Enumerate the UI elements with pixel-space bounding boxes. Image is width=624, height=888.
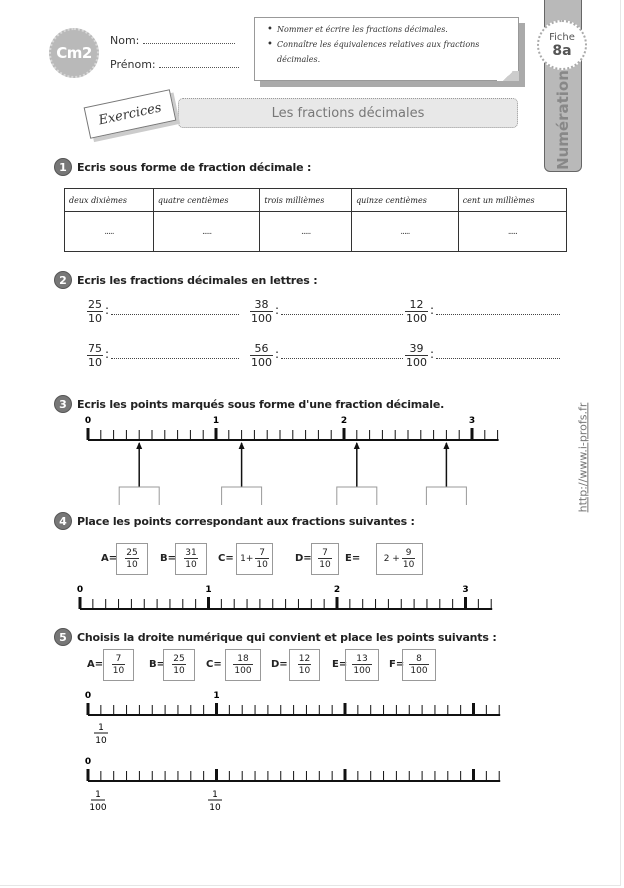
level-text: Cm2 [56, 44, 92, 62]
objectives-card [254, 17, 519, 81]
objective-item: • Nommer et écrire les fractions décimales. [277, 22, 510, 37]
fraction [409, 654, 428, 676]
fraction [405, 343, 428, 369]
answer-box[interactable] [222, 487, 262, 505]
point-label: D= [271, 659, 288, 670]
answer-cell[interactable]: ..... [153, 212, 259, 252]
denominator: 100 [410, 666, 428, 676]
denominator: 10 [319, 560, 331, 570]
exercise3-instruction: Ecris les points marqués sous forme d'une fraction décimale. [77, 398, 445, 411]
exercise5-number-line-hundredths [0, 756, 540, 818]
fraction-box [376, 543, 423, 575]
arrow-head-icon [443, 442, 449, 449]
point-label: C= [206, 659, 222, 670]
tick-fraction [89, 790, 106, 813]
exercise3-number-line [0, 410, 540, 505]
numerator: 9 [405, 548, 412, 558]
point-label: C= [218, 553, 234, 564]
numerator: 7 [322, 548, 328, 558]
colon: : [275, 347, 280, 361]
title-text: Les fractions décimales [271, 105, 425, 121]
point-label: B= [149, 659, 166, 670]
point-label: E= [345, 553, 361, 564]
fraction-box [402, 649, 436, 681]
fraction-box [175, 543, 207, 575]
exercise-number-badge [54, 271, 72, 289]
fraction [172, 654, 185, 676]
numerator: 12 [298, 654, 311, 664]
axis-label: 2 [340, 416, 348, 426]
numerator: 25 [88, 298, 102, 311]
colon: : [430, 303, 435, 317]
arrow-head-icon [354, 442, 360, 449]
fiche-badge [537, 20, 587, 70]
exercise-number: 4 [59, 514, 67, 528]
fraction-to-words-item [405, 299, 560, 325]
table-header-cell: quinze centièmes [352, 189, 459, 212]
fraction [184, 548, 197, 570]
colon: : [430, 347, 435, 361]
exercise1-instruction: Ecris sous forme de fraction décimale : [77, 161, 312, 174]
table-header-cell: trois millièmes [260, 189, 352, 212]
whole-part: 1+ [240, 554, 254, 564]
exercise5-number-line-tenths [0, 688, 540, 748]
level-badge [49, 28, 99, 78]
tick-fraction [208, 790, 222, 813]
exercise2-instruction: Ecris les fractions décimales en lettres : [77, 274, 318, 287]
table-row [65, 212, 567, 252]
exercise-number-badge [54, 158, 72, 176]
subject-label [544, 68, 582, 172]
axis-label: 0 [84, 757, 92, 767]
axis-label: 0 [84, 416, 92, 426]
colon: : [105, 347, 110, 361]
numerator: 13 [356, 654, 368, 664]
fraction-to-words-item [250, 299, 403, 325]
fraction-box [163, 649, 195, 681]
fraction-box [311, 543, 339, 575]
answer-line[interactable] [281, 358, 403, 359]
point-label: A= [87, 659, 104, 670]
worksheet-title [178, 98, 518, 128]
point-label: A= [101, 553, 118, 564]
name-input-line[interactable] [143, 34, 235, 44]
numerator: 56 [254, 342, 269, 355]
exercise5-fractions [0, 649, 540, 683]
fraction [318, 548, 331, 570]
denominator: 100 [251, 312, 272, 325]
name-label: Nom: [110, 34, 140, 47]
denominator: 10 [256, 560, 268, 570]
fraction-to-words-item [87, 299, 239, 325]
exercise5-instruction: Choisis la droite numérique qui convient et place les points suivants : [77, 631, 497, 644]
axis-label: 1 [205, 585, 212, 595]
numerator: 25 [173, 654, 185, 664]
axis-label: 2 [333, 585, 341, 595]
point-label: F= [389, 659, 405, 670]
fraction [405, 299, 428, 325]
point-label: B= [160, 553, 177, 564]
exercise-number: 5 [59, 630, 67, 644]
exercise-number: 2 [59, 273, 67, 287]
fraction-to-words-item [405, 343, 560, 369]
table-header-cell: deux dixièmes [65, 189, 154, 212]
denominator: 100 [353, 666, 371, 676]
colon: : [275, 303, 280, 317]
website-link[interactable] [568, 395, 598, 520]
answer-line[interactable] [436, 358, 560, 359]
exercise-number: 1 [59, 160, 67, 174]
fraction-box [289, 649, 320, 681]
axis-label: 1 [212, 416, 220, 426]
arrow-head-icon [239, 442, 245, 449]
fraction-box [345, 649, 379, 681]
numerator: 1 [98, 723, 104, 733]
point-label: D= [295, 553, 312, 564]
denominator: 10 [402, 560, 415, 570]
exercise1-table [64, 188, 567, 252]
answer-line[interactable] [111, 358, 239, 359]
exercise4-fractions [0, 543, 540, 577]
point-label: E= [332, 659, 348, 670]
table-header-row [65, 189, 567, 212]
fraction [112, 654, 125, 676]
denominator: 10 [88, 312, 102, 325]
fraction [255, 548, 268, 570]
denominator: 10 [185, 560, 197, 570]
fraction [402, 548, 415, 570]
fraction [125, 548, 138, 570]
objective-item: • Connaître les équivalences relatives aux fractions décimales. [277, 37, 510, 67]
fraction [352, 654, 371, 676]
fraction [250, 299, 273, 325]
denominator: 10 [112, 666, 125, 676]
fraction-box [236, 543, 273, 575]
denominator: 100 [234, 666, 252, 676]
denominator: 10 [126, 560, 138, 570]
numerator: 7 [259, 548, 265, 558]
table-header-cell: cent un millièmes [458, 189, 566, 212]
firstname-label: Prénom: [110, 58, 156, 71]
fraction-box [103, 649, 134, 681]
fraction-to-words-item [87, 343, 239, 369]
exercise-number-badge [54, 512, 72, 530]
fraction [87, 299, 103, 325]
axis-label: 0 [84, 691, 92, 701]
answer-box[interactable] [426, 487, 466, 505]
subject-text: Numération [554, 70, 573, 170]
arrow-head-icon [136, 442, 142, 449]
fraction [233, 654, 252, 676]
exercise4-number-line [0, 582, 540, 614]
website-text[interactable]: http://www.i-profs.fr [576, 402, 590, 513]
numerator: 1 [212, 790, 218, 800]
denominator: 100 [406, 312, 427, 325]
axis-label: 3 [468, 416, 476, 426]
fraction-box [225, 649, 261, 681]
numerator: 1 [95, 790, 101, 800]
answer-box[interactable] [119, 487, 159, 505]
firstname-input-line[interactable] [159, 58, 239, 68]
exercise-number: 3 [59, 397, 67, 411]
exercise-number-badge [54, 628, 72, 646]
denominator: 10 [88, 356, 102, 369]
exercise4-instruction: Place les points correspondant aux fractions suivantes : [77, 515, 415, 528]
axis-label: 3 [462, 585, 469, 595]
answer-line[interactable] [111, 314, 239, 315]
numerator: 75 [88, 342, 102, 355]
answer-cell[interactable]: ..... [458, 212, 566, 252]
fraction [250, 343, 273, 369]
denominator: 100 [251, 356, 272, 369]
axis-label: 1 [213, 691, 220, 701]
numerator: 38 [254, 298, 269, 311]
denominator: 100 [89, 803, 107, 813]
answer-cell[interactable]: ..... [352, 212, 459, 252]
numerator: 8 [416, 654, 422, 664]
fraction [87, 343, 103, 369]
fraction [298, 654, 311, 676]
name-field[interactable] [110, 34, 235, 47]
fiche-number: 8a [552, 42, 572, 59]
denominator: 10 [209, 803, 221, 813]
colon: : [105, 303, 110, 317]
whole-part: 2 + [383, 554, 400, 564]
fraction-to-words-item [250, 343, 403, 369]
firstname-field[interactable] [110, 58, 239, 71]
axis-label: 0 [76, 585, 84, 595]
denominator: 100 [406, 356, 427, 369]
fraction-box [116, 543, 148, 575]
answer-line[interactable] [281, 314, 403, 315]
answer-box[interactable] [337, 487, 377, 505]
numerator: 7 [115, 654, 122, 664]
denominator: 10 [173, 666, 185, 676]
numerator: 39 [409, 342, 424, 355]
fiche-label: Fiche [549, 31, 575, 43]
answer-cell[interactable]: ..... [65, 212, 154, 252]
table-header-cell: quatre centièmes [153, 189, 259, 212]
denominator: 10 [95, 736, 107, 746]
page-curl [497, 71, 519, 81]
numerator: 18 [237, 654, 249, 664]
exercises-tag-text: Exercices [97, 100, 163, 128]
denominator: 10 [298, 666, 311, 676]
numerator: 25 [126, 548, 138, 558]
tick-fraction [94, 723, 108, 746]
numerator: 12 [409, 298, 424, 311]
answer-line[interactable] [436, 314, 560, 315]
answer-cell[interactable]: ..... [260, 212, 352, 252]
numerator: 31 [185, 548, 197, 558]
